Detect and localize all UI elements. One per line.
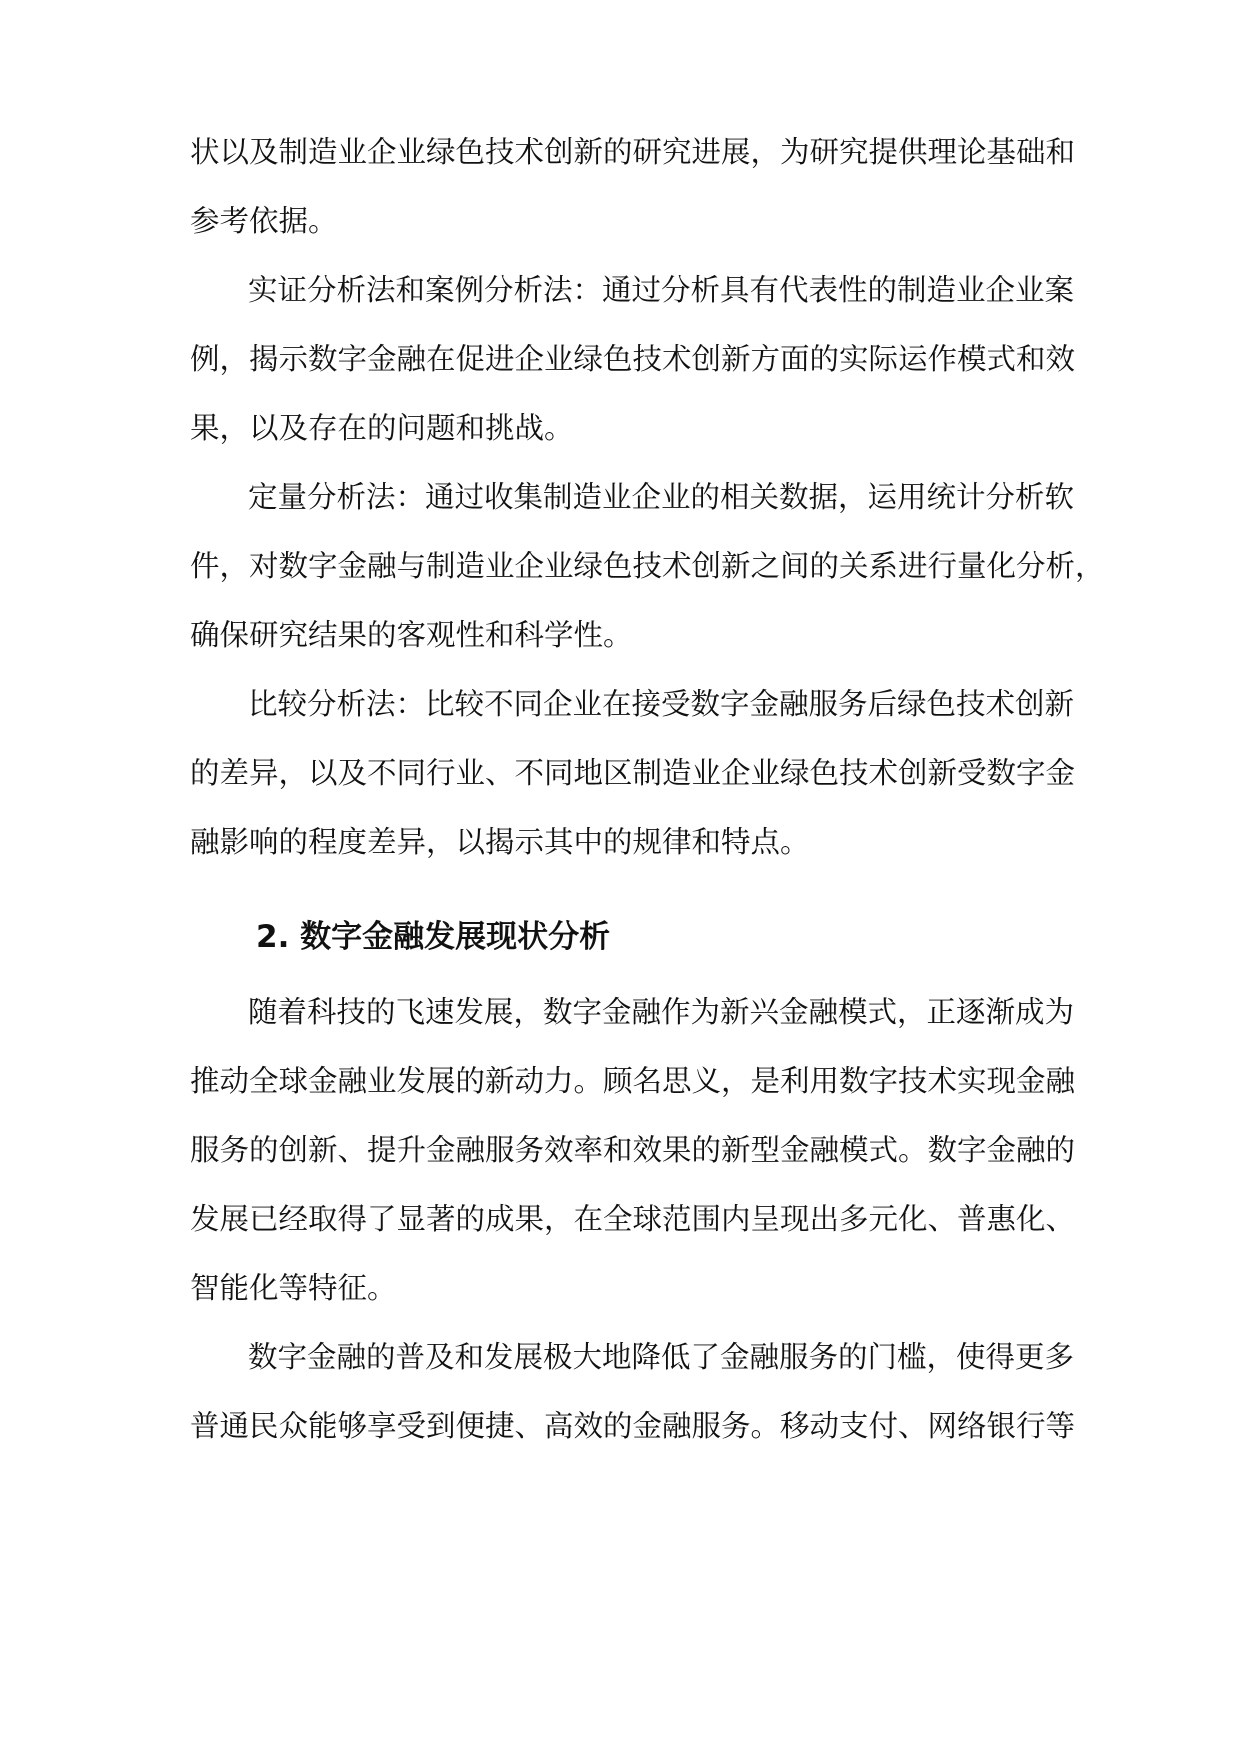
paragraph-line: 智能化等特征。 xyxy=(190,1271,397,1305)
paragraph-line: 推动全球金融业发展的新动力。顾名思义，是利用数字技术实现金融 xyxy=(190,1064,1076,1098)
section-heading: 2. 数字金融发展现状分析 xyxy=(256,919,611,955)
paragraph-line: 定量分析法：通过收集制造业企业的相关数据，运用统计分析软 xyxy=(248,480,1075,514)
paragraph-line: 比较分析法：比较不同企业在接受数字金融服务后绿色技术创新 xyxy=(248,687,1075,721)
paragraph-line: 果，以及存在的问题和挑战。 xyxy=(190,411,574,445)
paragraph-line: 数字金融的普及和发展极大地降低了金融服务的门槛，使得更多 xyxy=(248,1340,1075,1374)
paragraph-line: 普通民众能够享受到便捷、高效的金融服务。移动支付、网络银行等 xyxy=(190,1409,1076,1443)
paragraph-line: 确保研究结果的客观性和科学性。 xyxy=(190,618,633,652)
paragraph-line: 发展已经取得了显著的成果，在全球范围内呈现出多元化、普惠化、 xyxy=(190,1202,1076,1236)
paragraph-line: 例，揭示数字金融在促进企业绿色技术创新方面的实际运作模式和效 xyxy=(190,342,1076,376)
paragraph-line: 服务的创新、提升金融服务效率和效果的新型金融模式。数字金融的 xyxy=(190,1133,1076,1167)
paragraph-line: 随着科技的飞速发展，数字金融作为新兴金融模式，正逐渐成为 xyxy=(248,995,1075,1029)
paragraph-line: 融影响的程度差异，以揭示其中的规律和特点。 xyxy=(190,825,810,859)
paragraph-line: 状以及制造业企业绿色技术创新的研究进展，为研究提供理论基础和 xyxy=(190,135,1076,169)
paragraph-line: 实证分析法和案例分析法：通过分析具有代表性的制造业企业案 xyxy=(248,273,1075,307)
paragraph-line: 的差异，以及不同行业、不同地区制造业企业绿色技术创新受数字金 xyxy=(190,756,1076,790)
paragraph-line: 件，对数字金融与制造业企业绿色技术创新之间的关系进行量化分析， xyxy=(190,549,1105,583)
paragraph-line: 参考依据。 xyxy=(190,204,338,238)
